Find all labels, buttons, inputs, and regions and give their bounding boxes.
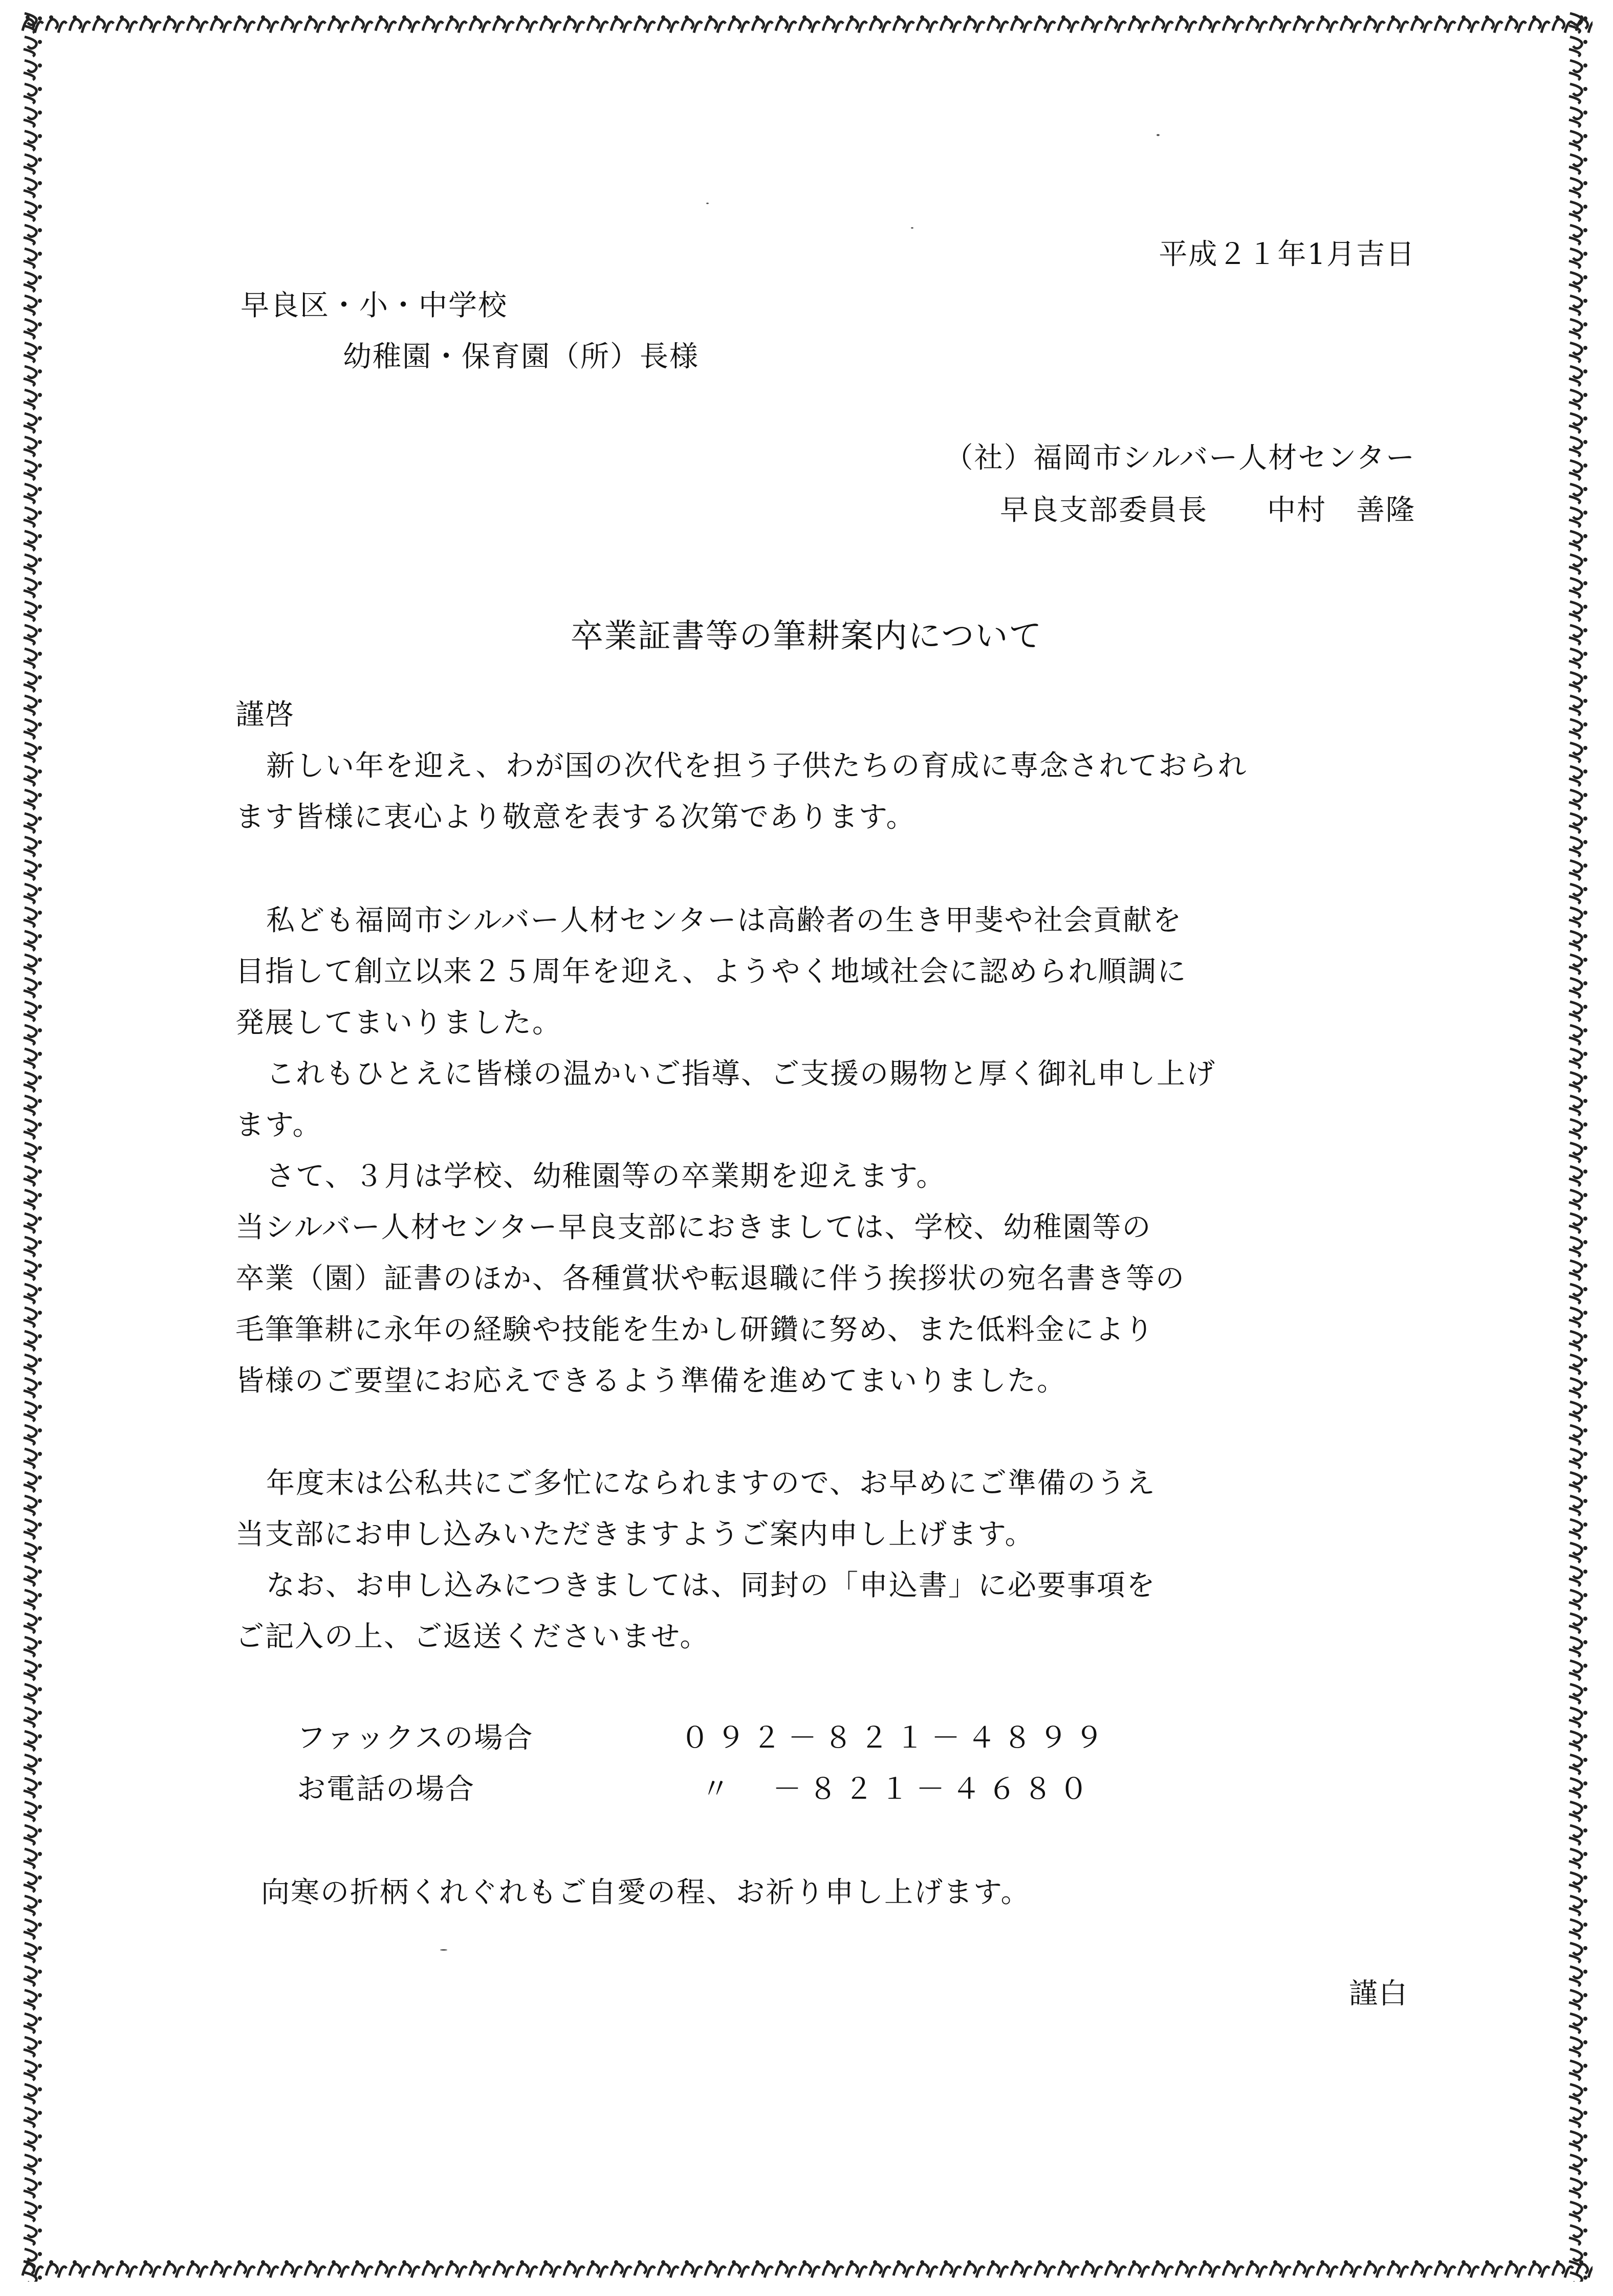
recipient-line-1: 早良区・小・中学校 [241,289,508,322]
sender-representative: 早良支部委員長 中村 善隆 [1000,494,1415,527]
decorative-border-right [1566,10,1593,2282]
scan-speck [440,1949,447,1951]
letter-date: 平成２１年1月吉日 [1159,238,1415,271]
letter-title: 卒業証書等の筆耕案内について [570,617,1043,655]
body-line: 当支部にお申し込みいただきますようご案内申し上げます。 [235,1518,1035,1551]
body-line: さて、３月は学校、幼稚園等の卒業期を迎えます。 [266,1160,946,1193]
body-line: ご記入の上、ご返送くださいませ。 [235,1620,710,1653]
body-line: 年度末は公私共にご多忙になられますので、お早めにご準備のうえ [266,1467,1156,1500]
decorative-border-top [20,10,1593,37]
body-line: 発展してまいりました。 [235,1006,562,1040]
closing-remark: 向寒の折柄くれぐれもご自愛の程、お祈り申し上げます。 [261,1876,1031,1909]
scan-speck [706,203,709,204]
phone-label: お電話の場合 [297,1773,475,1806]
scan-speck [911,227,913,229]
body-line: ます。 [235,1109,322,1142]
decorative-border-left [20,10,47,2282]
fax-number: ０９２－８２１－４８９９ [681,1721,1110,1755]
body-line: なお、お申し込みにつきましては、同封の「申込書」に必要事項を [266,1569,1156,1602]
body-line: 当シルバー人材センター早良支部におきましては、学校、幼稚園等の [235,1211,1152,1244]
decorative-border-bottom [20,2255,1593,2282]
body-line: これもひとえに皆様の温かいご指導、ご支援の賜物と厚く御礼申し上げ [266,1057,1216,1091]
sender-organization: （社）福岡市シルバー人材センター [944,441,1415,475]
opening-salutation: 謹啓 [235,698,295,732]
body-line: 私ども福岡市シルバー人材センターは高齢者の生き甲斐や社会貢献を [266,904,1183,937]
body-line: 目指して創立以来２５周年を迎え、ようやく地域社会に認められ順調に [235,955,1187,988]
body-line: 卒業（園）証書のほか、各種賞状や転退職に伴う挨拶状の宛名書き等の [235,1262,1185,1295]
closing-salutation: 謹白 [1349,1977,1408,2011]
recipient-line-2: 幼稚園・保育園（所）長様 [343,340,699,373]
body-line: 新しい年を迎え、わが国の次代を担う子供たちの育成に専念されておられ [266,749,1248,783]
fax-label: ファックスの場合 [297,1721,534,1755]
body-line: 毛筆筆耕に永年の経験や技能を生かし研鑽に努め、また低料金により [235,1313,1154,1346]
phone-number: 〃 －８２１－４６８０ [701,1773,1095,1806]
body-line: ます皆様に衷心より敬意を表する次第であります。 [235,801,916,834]
scan-speck [1157,134,1160,136]
body-line: 皆様のご要望にお応えできるよう準備を進めてまいりました。 [235,1364,1066,1398]
